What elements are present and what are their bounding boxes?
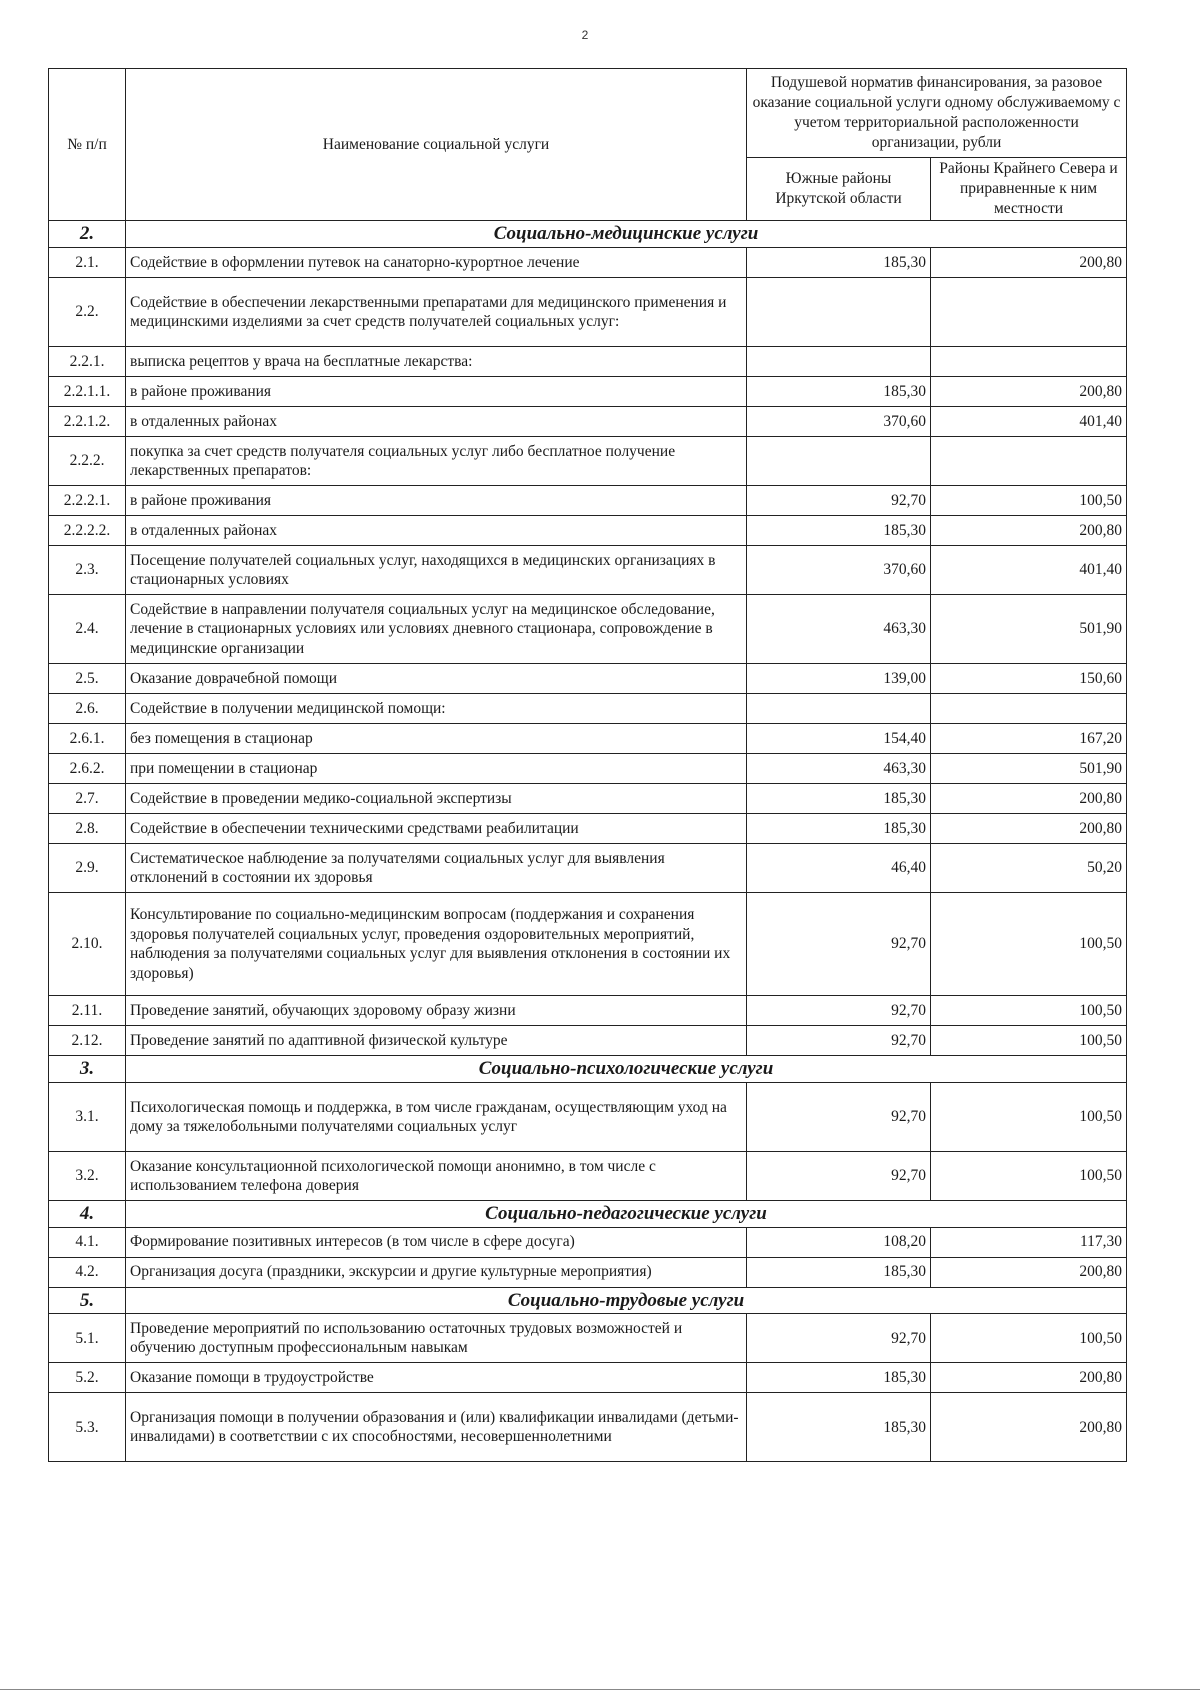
south-regions-value: 463,30 [747, 595, 931, 664]
north-regions-value: 200,80 [931, 814, 1127, 844]
north-regions-value: 100,50 [931, 1082, 1127, 1151]
row-number: 2.8. [49, 814, 126, 844]
north-regions-value: 401,40 [931, 407, 1127, 437]
section-number: 4. [49, 1200, 126, 1227]
section-header-row [49, 1287, 1127, 1314]
north-regions-value: 100,50 [931, 1026, 1127, 1056]
header-number: № п/п [49, 69, 126, 221]
table-row [49, 1227, 1127, 1257]
north-regions-value [931, 437, 1127, 486]
south-regions-value: 92,70 [747, 893, 931, 996]
row-number: 2.2.1.1. [49, 377, 126, 407]
row-number: 2.4. [49, 595, 126, 664]
row-number: 4.1. [49, 1227, 126, 1257]
south-regions-value [747, 347, 931, 377]
table-row [49, 664, 1127, 694]
row-number: 2.2.2.2. [49, 516, 126, 546]
north-regions-value: 100,50 [931, 1151, 1127, 1200]
table-row [49, 486, 1127, 516]
service-name: Содействие в направлении получателя социальных услуг на медицинское обследование, лечение в стационарных условиях или условиях дневного стационара, сопровождение в медицинские организации [126, 595, 747, 664]
table-row [49, 278, 1127, 347]
service-name: выписка рецептов у врача на бесплатные лекарства: [126, 347, 747, 377]
table-row [49, 1393, 1127, 1462]
row-number: 2.2.1.2. [49, 407, 126, 437]
south-regions-value: 463,30 [747, 754, 931, 784]
header-service-name: Наименование социальной услуги [126, 69, 747, 221]
south-regions-value [747, 278, 931, 347]
south-regions-value: 185,30 [747, 377, 931, 407]
south-regions-value: 46,40 [747, 844, 931, 893]
service-name: Формирование позитивных интересов (в том числе в сфере досуга) [126, 1227, 747, 1257]
north-regions-value: 100,50 [931, 893, 1127, 996]
table-row [49, 694, 1127, 724]
section-title: Социально-психологические услуги [126, 1056, 1127, 1083]
service-name: Организация помощи в получении образования и (или) квалификации инвалидами (детьми-инвалидами) в соответствии с их способностями, несовершеннолетними [126, 1393, 747, 1462]
service-name: Содействие в получении медицинской помощи: [126, 694, 747, 724]
north-regions-value [931, 347, 1127, 377]
north-regions-value: 117,30 [931, 1227, 1127, 1257]
south-regions-value: 92,70 [747, 1151, 931, 1200]
row-number: 2.6. [49, 694, 126, 724]
services-table [48, 68, 1127, 1462]
bottom-rule [0, 1689, 1200, 1690]
table-row [49, 724, 1127, 754]
service-name: Оказание помощи в трудоустройстве [126, 1363, 747, 1393]
table-row [49, 347, 1127, 377]
north-regions-value: 100,50 [931, 486, 1127, 516]
row-number: 2.6.2. [49, 754, 126, 784]
south-regions-value: 185,30 [747, 1257, 931, 1287]
section-number: 3. [49, 1056, 126, 1083]
north-regions-value: 200,80 [931, 1363, 1127, 1393]
north-regions-value: 401,40 [931, 546, 1127, 595]
header-north-regions: Районы Крайнего Севера и приравненные к ним местности [931, 158, 1127, 221]
service-name: Систематическое наблюдение за получателями социальных услуг для выявления отклонений в состоянии их здоровья [126, 844, 747, 893]
section-header-row [49, 1200, 1127, 1227]
south-regions-value: 185,30 [747, 248, 931, 278]
north-regions-value: 200,80 [931, 784, 1127, 814]
section-title: Социально-педагогические услуги [126, 1200, 1127, 1227]
table-row [49, 377, 1127, 407]
row-number: 2.5. [49, 664, 126, 694]
north-regions-value: 100,50 [931, 996, 1127, 1026]
service-name: в районе проживания [126, 377, 747, 407]
north-regions-value: 200,80 [931, 1393, 1127, 1462]
south-regions-value: 92,70 [747, 1082, 931, 1151]
north-regions-value: 200,80 [931, 377, 1127, 407]
table-row [49, 248, 1127, 278]
south-regions-value: 92,70 [747, 1314, 931, 1363]
service-name: Содействие в обеспечении лекарственными препаратами для медицинского применения и медицинскими изделиями за счет средств получателей социальных услуг: [126, 278, 747, 347]
south-regions-value: 185,30 [747, 814, 931, 844]
north-regions-value [931, 278, 1127, 347]
table-row [49, 893, 1127, 996]
service-name: покупка за счет средств получателя социальных услуг либо бесплатное получение лекарственных препаратов: [126, 437, 747, 486]
row-number: 2.12. [49, 1026, 126, 1056]
table-row [49, 814, 1127, 844]
section-number: 2. [49, 221, 126, 248]
row-number: 5.3. [49, 1393, 126, 1462]
north-regions-value: 50,20 [931, 844, 1127, 893]
table-row [49, 844, 1127, 893]
south-regions-value: 139,00 [747, 664, 931, 694]
table-row [49, 516, 1127, 546]
service-name: Проведение занятий по адаптивной физической культуре [126, 1026, 747, 1056]
section-title: Социально-трудовые услуги [126, 1287, 1127, 1314]
section-header-row [49, 221, 1127, 248]
row-number: 3.2. [49, 1151, 126, 1200]
table-body [49, 221, 1127, 1462]
header-funding-norm: Подушевой норматив финансирования, за разовое оказание социальной услуги одному обслуживаемому с учетом территориальной расположенности организации, рубли [747, 69, 1127, 158]
south-regions-value: 185,30 [747, 1363, 931, 1393]
row-number: 2.7. [49, 784, 126, 814]
row-number: 2.2. [49, 278, 126, 347]
header-south-regions: Южные районы Иркутской области [747, 158, 931, 221]
north-regions-value: 100,50 [931, 1314, 1127, 1363]
table-row [49, 437, 1127, 486]
row-number: 5.2. [49, 1363, 126, 1393]
row-number: 2.1. [49, 248, 126, 278]
page-number: 2 [581, 28, 589, 42]
table-row [49, 1151, 1127, 1200]
service-name: Организация досуга (праздники, экскурсии и другие культурные мероприятия) [126, 1257, 747, 1287]
row-number: 2.2.1. [49, 347, 126, 377]
north-regions-value: 501,90 [931, 754, 1127, 784]
row-number: 2.11. [49, 996, 126, 1026]
section-header-row [49, 1056, 1127, 1083]
north-regions-value: 501,90 [931, 595, 1127, 664]
table-row [49, 1314, 1127, 1363]
south-regions-value: 108,20 [747, 1227, 931, 1257]
service-name: Посещение получателей социальных услуг, находящихся в медицинских организациях в стационарных условиях [126, 546, 747, 595]
row-number: 4.2. [49, 1257, 126, 1287]
north-regions-value: 200,80 [931, 516, 1127, 546]
section-number: 5. [49, 1287, 126, 1314]
service-name: Содействие в обеспечении техническими средствами реабилитации [126, 814, 747, 844]
table-row [49, 1257, 1127, 1287]
row-number: 2.6.1. [49, 724, 126, 754]
service-name: Оказание доврачебной помощи [126, 664, 747, 694]
service-name: Психологическая помощь и поддержка, в том числе гражданам, осуществляющим уход на дому за тяжелобольными получателями социальных услуг [126, 1082, 747, 1151]
table-row [49, 996, 1127, 1026]
row-number: 2.2.2. [49, 437, 126, 486]
north-regions-value: 200,80 [931, 248, 1127, 278]
service-name: в отдаленных районах [126, 516, 747, 546]
south-regions-value: 185,30 [747, 516, 931, 546]
south-regions-value: 185,30 [747, 784, 931, 814]
section-title: Социально-медицинские услуги [126, 221, 1127, 248]
south-regions-value: 92,70 [747, 1026, 931, 1056]
table-row [49, 1082, 1127, 1151]
table-header [49, 69, 1127, 221]
table-row [49, 1026, 1127, 1056]
service-name: без помещения в стационар [126, 724, 747, 754]
table-row [49, 1363, 1127, 1393]
north-regions-value [931, 694, 1127, 724]
north-regions-value: 200,80 [931, 1257, 1127, 1287]
service-name: при помещении в стационар [126, 754, 747, 784]
table-row [49, 595, 1127, 664]
table-row [49, 784, 1127, 814]
south-regions-value: 185,30 [747, 1393, 931, 1462]
south-regions-value [747, 437, 931, 486]
row-number: 3.1. [49, 1082, 126, 1151]
service-name: Проведение занятий, обучающих здоровому образу жизни [126, 996, 747, 1026]
table-row [49, 407, 1127, 437]
south-regions-value [747, 694, 931, 724]
north-regions-value: 150,60 [931, 664, 1127, 694]
north-regions-value: 167,20 [931, 724, 1127, 754]
service-name: в отдаленных районах [126, 407, 747, 437]
service-name: Содействие в проведении медико-социальной экспертизы [126, 784, 747, 814]
south-regions-value: 154,40 [747, 724, 931, 754]
service-name: Оказание консультационной психологической помощи анонимно, в том числе с использованием телефона доверия [126, 1151, 747, 1200]
table-row [49, 546, 1127, 595]
service-name: Содействие в оформлении путевок на санаторно-курортное лечение [126, 248, 747, 278]
row-number: 2.9. [49, 844, 126, 893]
south-regions-value: 92,70 [747, 996, 931, 1026]
row-number: 2.10. [49, 893, 126, 996]
south-regions-value: 370,60 [747, 407, 931, 437]
service-name: Консультирование по социально-медицинским вопросам (поддержания и сохранения здоровья получателей социальных услуг, проведения оздоровительных мероприятий, наблюдения за получателями социальных услуг для выявления отклонения в состоянии их здоровья) [126, 893, 747, 996]
row-number: 2.3. [49, 546, 126, 595]
service-name: Проведение мероприятий по использованию остаточных трудовых возможностей и обучению доступным профессиональным навыкам [126, 1314, 747, 1363]
row-number: 2.2.2.1. [49, 486, 126, 516]
table-row [49, 754, 1127, 784]
south-regions-value: 92,70 [747, 486, 931, 516]
south-regions-value: 370,60 [747, 546, 931, 595]
row-number: 5.1. [49, 1314, 126, 1363]
service-name: в районе проживания [126, 486, 747, 516]
